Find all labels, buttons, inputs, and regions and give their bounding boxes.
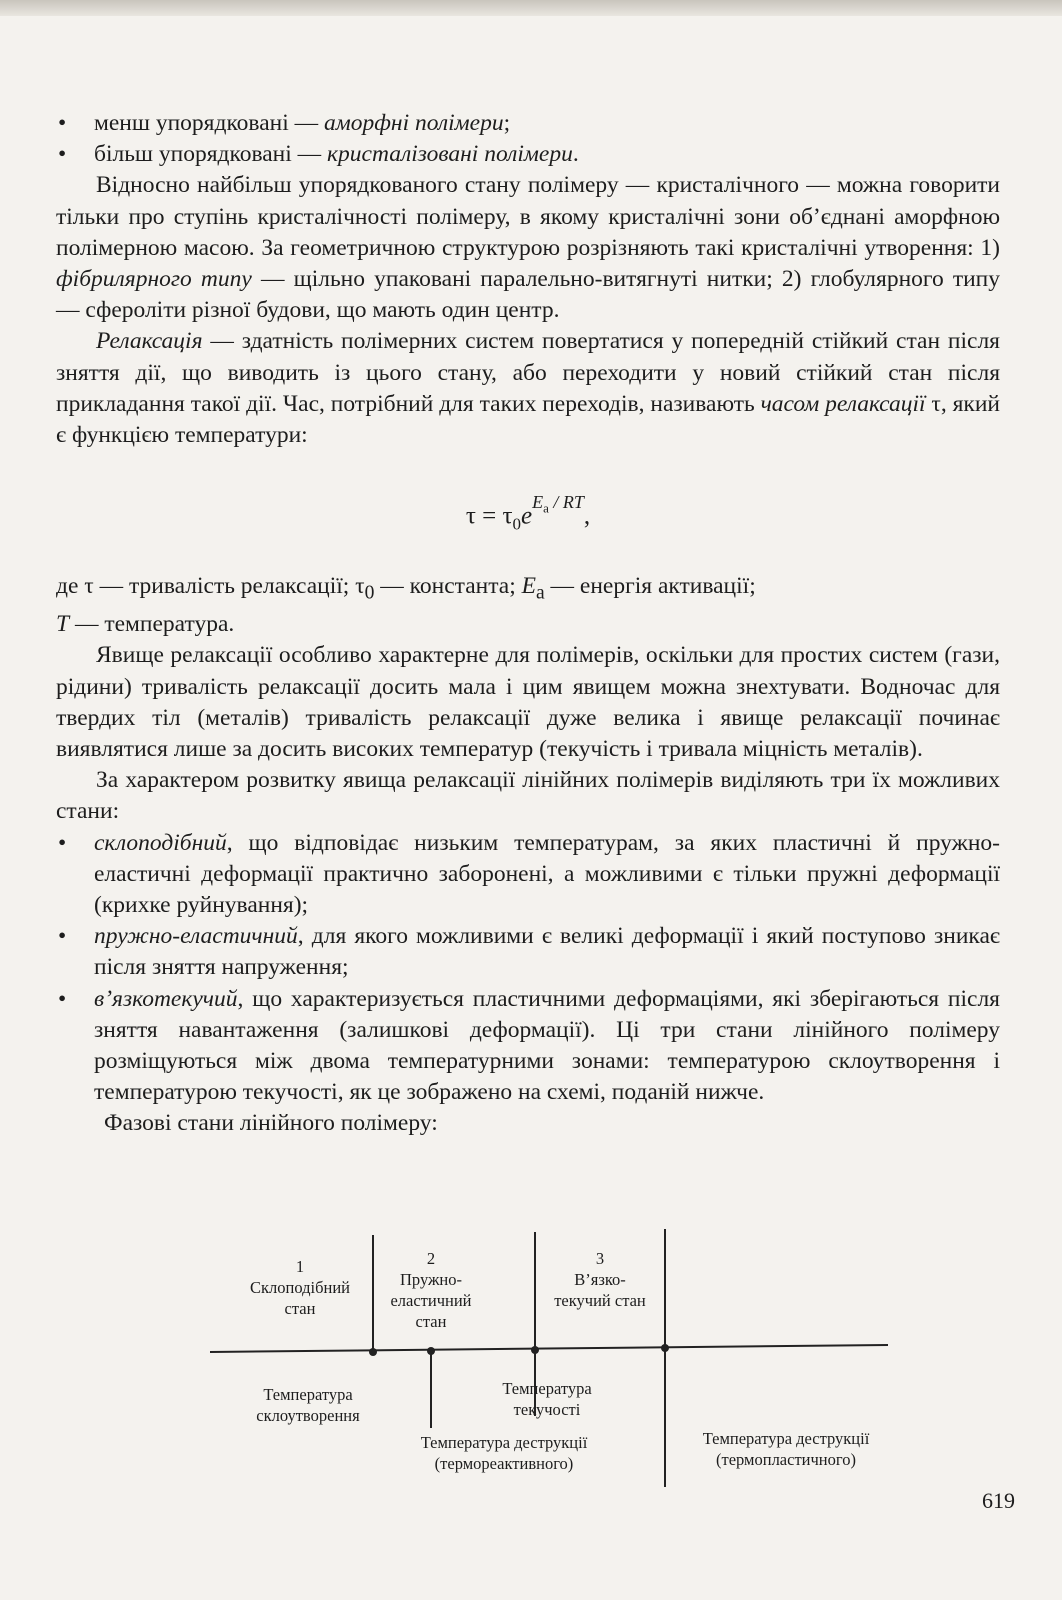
bullet-text: , що відповідає низьким температурам, за яких пластичні й пружно-еластичні деформації практично заборонені, а можливими є тільки пружні деформації (крихке руйнування); [94,829,1000,918]
point-flow [531,1346,539,1354]
paragraph-text: — здатність полімерних систем повертатися у попередній стійкий стан після зняття дії, що виводить із цього стану, або переходити у новий стійкий стан після прикладання такої дії. Час, потрібний для таких переходів, називають [56,328,1000,417]
bullet-elastic [56,921,1000,983]
label-line: (термореактивного) [434,1454,574,1473]
paragraph-text: Відносно найбільш упорядкованого стану полімеру — кристалічного — можна говорити тільки про ступінь кристалічності полімеру, в якому кристалічні зони об’єднані аморфною полімерною масою. За геометричною структурою розрізняють такі кристалічні утворення: 1) [56,172,1000,261]
bullet-amorphous [56,108,1000,139]
formula-exp-sub: a [543,500,549,516]
where-T: T [56,611,70,638]
label-line: (термопластичного) [716,1450,856,1469]
point-destruction-thermoset [427,1347,435,1355]
paragraph-states: За характером розвитку явища релаксації лінійних полімерів виділяють три їх можливих стани: [56,767,1000,825]
paragraph-crystallinity [56,170,1000,326]
state-2-label [378,1248,484,1332]
label-line: склоутворення [256,1406,360,1425]
formula-lhs: τ = τ [465,502,513,530]
scan-top-edge [0,0,1062,16]
bullet-viscous [56,984,1000,1109]
state-3-label [545,1248,655,1311]
state-number: 1 [295,1257,305,1276]
formula-exponent [532,492,584,516]
bullet-dot-icon: • [58,923,67,950]
paragraph-where [56,571,1000,640]
formula-exp-E: E [532,492,544,513]
state-number: 3 [595,1249,605,1268]
label-line: Температура [263,1385,353,1404]
bullet-crystalline [56,139,1000,170]
bullet-dot-icon: • [58,985,67,1012]
point-destruction-thermoplastic [661,1344,669,1352]
state-name: стан [284,1299,316,1318]
paragraph-relaxation [56,326,1000,451]
formula-exp-base: e [521,502,533,530]
bullet-text: , для якого можливими є великі деформації і який поступово зникає після зняття напруження; [94,923,1000,981]
term-relaxation: Релаксація [96,328,203,355]
bullet-tail: . [572,141,579,168]
state-name: текучий стан [554,1291,646,1310]
flow-temperature-label [478,1378,616,1420]
state-number: 2 [426,1249,436,1268]
where-text: — константа; [374,573,522,600]
diagram-caption: Фазові стани лінійного полімеру: [104,1110,438,1137]
thermoplastic-destruction-label [666,1428,906,1470]
paragraph-text: τ, який є функцією температури: [56,390,1000,449]
where-E: E [521,573,536,600]
state-name: В’язко- [574,1270,626,1289]
where-text: де τ — тривалість релаксації; τ [56,573,365,600]
formula-exp-tail: / RT [548,492,584,513]
relaxation-formula [56,479,1000,535]
term-fibrillar: фібрилярного типу [56,266,252,293]
bullet-dot-icon: • [58,141,67,168]
where-sub: 0 [364,582,375,604]
bullet-term: склоподібний [94,829,227,856]
formula-subscript: 0 [512,514,522,534]
paragraph-text: — щільно упаковані паралельно-витягнуті нитки; 2) глобулярного типу — сфероліти різної будови, що мають один центр. [56,266,1001,324]
where-sub: a [535,582,545,604]
page-number: 619 [982,1488,1015,1513]
bullet-term: кристалізовані полімери [327,141,573,168]
bullet-glassy [56,828,1000,922]
state-name: Пружно- [400,1270,462,1289]
formula-comma: , [583,502,591,530]
state-name: еластичний [390,1291,472,1310]
label-line: Температура деструкції [702,1429,870,1448]
bullet-text: , що характеризується пластичними деформаціями, які зберігаються після зняття навантаження (залишкові деформації). Ці три стани лінійного полімеру розміщуються між двома температурними зонами: температурою склоутворення і температурою текучості, як це зображено на схемі, поданій нижче. [94,985,1000,1106]
bullet-text: менш упорядковані — [94,110,324,136]
bullet-term: в’язкотекучий [94,985,238,1012]
bullet-dot-icon: • [58,110,67,136]
formula-expression [466,479,590,540]
bullet-dot-icon: • [58,829,67,856]
paragraph-phenomenon: Явище релаксації особливо характерне для полімерів, оскільки для простих систем (гази, рідини) тривалість релаксації досить мала і цим явищем можна знехтувати. Водночас для твердих тіл (металів) тривалість релаксації дуже велика і явище релаксації починає виявлятися лише за досить високих температур (текучість і тривала міцність металів). [56,642,1000,762]
where-text: — температура. [69,611,235,638]
bullet-text: більш упорядковані — [94,141,328,168]
state-name: стан [415,1312,447,1331]
term-relaxation-time: часом релаксації [760,390,926,417]
label-line: текучості [513,1400,581,1419]
where-text: — енергія активації; [544,573,756,600]
bullet-term: пружно-еластичний [94,923,298,950]
bullet-term: аморфні полімери [324,110,504,136]
state-1-label [225,1256,375,1319]
label-line: Температура деструкції [420,1433,588,1452]
bullet-tail: ; [503,110,511,136]
temperature-axis [210,1345,888,1352]
page-body [56,108,1000,1140]
state-name: Склоподібний [250,1278,350,1297]
glass-temperature-label [238,1384,378,1426]
point-glass [369,1348,377,1356]
thermoset-destruction-label [384,1432,624,1474]
label-line: Температура [502,1379,592,1398]
